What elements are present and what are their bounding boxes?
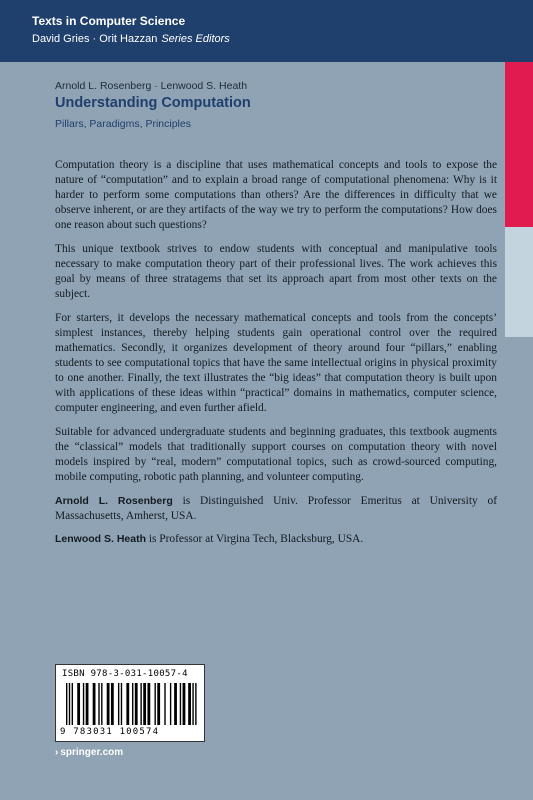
editors-role: Series Editors <box>161 33 230 45</box>
series-header <box>0 0 533 62</box>
series-editors <box>32 33 230 45</box>
blurb-paragraph: For starters, it develops the necessary mathematical concepts and tools from the concepts’ simplest instances, thereby helping students gain operational control over the required mathematics. Secondly, it organizes development of theory around four “pillars,” enabling students to see computational topics that have the same intellectual origins in physical proximity to one another. Finally, the text illustrates the “big ideas” that computation theory is built upon with applications of these ideas within “practical” domains in mathematics, computer science, computer engineering, and even further afield. <box>55 312 497 414</box>
barcode-bar <box>135 683 138 725</box>
barcode-number: 9 783031 100574 <box>60 727 160 737</box>
blurb-paragraph: This unique textbook strives to endow students with conceptual and manipulative tools necessary to make computation theory part of their professional lives. The work achieves this goal by means of three stratagems that set its approach apart from most other texts on the subject. <box>55 243 497 300</box>
blurb <box>55 158 497 555</box>
editors-names: David Gries · Orit Hazzan <box>32 33 158 45</box>
barcode-bar <box>111 683 114 725</box>
barcode-bars <box>66 683 198 725</box>
barcode-bar <box>192 683 193 725</box>
barcode-bar <box>183 683 186 725</box>
book-authors: Arnold L. Rosenberg · Lenwood S. Heath <box>55 80 248 92</box>
barcode-bar <box>69 683 70 725</box>
barcode-bar <box>126 683 129 725</box>
barcode-bar <box>93 683 96 725</box>
book-subtitle: Pillars, Paradigms, Principles <box>55 118 191 130</box>
barcode-bar <box>77 683 80 725</box>
barcode-bar <box>157 683 160 725</box>
barcode-bar <box>86 683 89 725</box>
publisher-link[interactable] <box>55 747 123 758</box>
barcode-bar <box>164 683 165 725</box>
barcode-bar <box>180 683 181 725</box>
barcode-bar <box>188 683 191 725</box>
author-bio <box>55 532 497 547</box>
publisher-url: springer.com <box>60 747 124 758</box>
author-bio-name: Lenwood S. Heath <box>55 533 147 545</box>
barcode-bar <box>83 683 84 725</box>
author-bio-text: is Professor at Virgina Tech, Blacksburg, USA. <box>146 533 364 545</box>
accent-stripe-light <box>505 227 533 337</box>
barcode-bar <box>132 683 133 725</box>
isbn-label: ISBN 978-3-031-10057-4 <box>62 669 188 679</box>
barcode-bar <box>98 683 99 725</box>
barcode-bar <box>147 683 150 725</box>
author-bio <box>55 494 497 524</box>
barcode-bar <box>107 683 110 725</box>
barcode-bar <box>101 683 102 725</box>
series-title: Texts in Computer Science <box>32 14 186 28</box>
barcode-bar <box>170 683 171 725</box>
barcode-bar <box>121 683 122 725</box>
barcode-bar <box>140 683 141 725</box>
barcode-bar <box>154 683 155 725</box>
book-title: Understanding Computation <box>55 95 251 111</box>
blurb-paragraph: Computation theory is a discipline that uses mathematical concepts and tools to expose the nature of “computation” and to explain a broad range of computational phenomena: Why is it harder to perform some computations than others? Are the differences in difficulty that we observe inherent, or are they artifacts of the way we try to perform the computations? How does one reason about such questions? <box>55 159 497 231</box>
arrow-icon: › <box>55 747 59 758</box>
blurb-paragraph: Suitable for advanced undergraduate students and beginning graduates, this textbook augments the “classical” models that traditionally support courses on computation theory with novel models inspired by “real, modern” computational topics, such as crowd-sourced computing, mobile computing, robotic path planning, and volunteer computing. <box>55 426 497 483</box>
isbn-barcode <box>55 664 205 742</box>
barcode-bar <box>174 683 177 725</box>
author-bio-text: is Distinguished Univ. Professor Emeritus at University of Massachusetts, Amherst, USA. <box>55 495 498 522</box>
barcode-bar <box>143 683 146 725</box>
accent-stripe-blue <box>505 337 533 800</box>
barcode-bar <box>195 683 196 725</box>
barcode-bar <box>118 683 119 725</box>
barcode-bar <box>72 683 73 725</box>
author-bio-name: Arnold L. Rosenberg <box>55 495 173 507</box>
barcode-bar <box>66 683 67 725</box>
accent-stripe-red <box>505 62 533 227</box>
